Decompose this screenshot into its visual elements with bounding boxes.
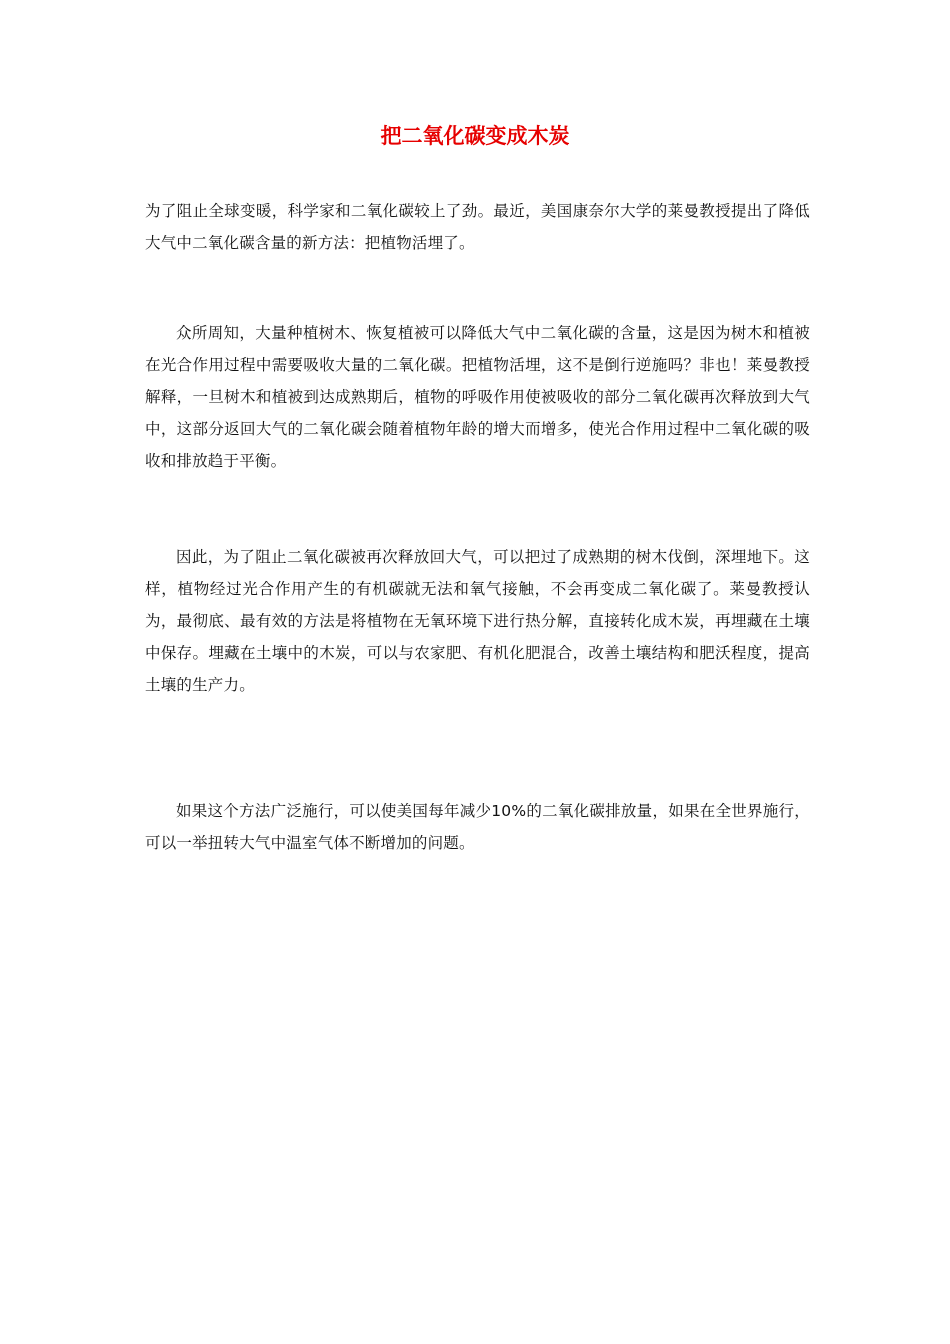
paragraph-explanation: 众所周知，大量种植树木、恢复植被可以降低大气中二氧化碳的含量，这是因为树木和植被在光合作用过程中需要吸收大量的二氧化碳。把植物活埋，这不是倒行逆施吗？非也！莱曼教授解释，一旦树木和植被到达成熟期后，植物的呼吸作用使被吸收的部分二氧化碳再次释放到大气中，这部分返回大气的二氧化碳会随着植物年龄的增大而增多，使光合作用过程中二氧化碳的吸收和排放趋于平衡。 [145, 324, 810, 470]
paragraph-intro: 为了阻止全球变暖，科学家和二氧化碳较上了劲。最近，美国康奈尔大学的莱曼教授提出了降低大气中二氧化碳含量的新方法：把植物活埋了。 [145, 202, 810, 252]
page-title: 把二氧化碳变成木炭 [380, 124, 570, 148]
paragraph-method: 因此，为了阻止二氧化碳被再次释放回大气，可以把过了成熟期的树木伐倒，深埋地下。这样，植物经过光合作用产生的有机碳就无法和氧气接触，不会再变成二氧化碳了。莱曼教授认为，最彻底、最有效的方法是将植物在无氧环境下进行热分解，直接转化成木炭，再埋藏在土壤中保存。埋藏在土壤中的木炭，可以与农家肥、有机化肥混合，改善土壤结构和肥沃程度，提高土壤的生产力。 [145, 548, 810, 694]
paragraph-conclusion: 如果这个方法广泛施行，可以使美国每年减少10%的二氧化碳排放量，如果在全世界施行，可以一举扭转大气中温室气体不断增加的问题。 [145, 802, 810, 852]
